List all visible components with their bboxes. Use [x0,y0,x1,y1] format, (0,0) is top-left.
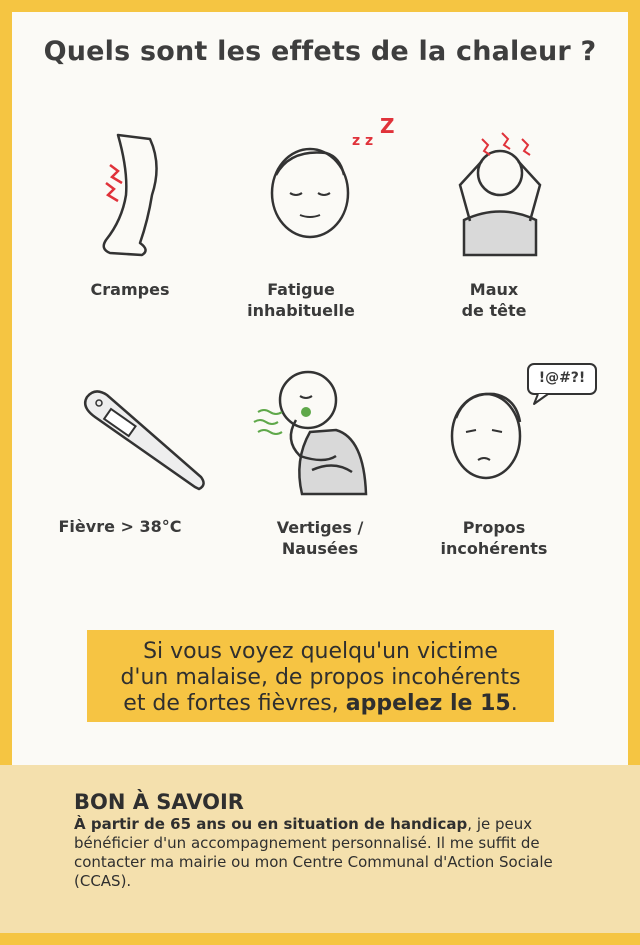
zzz-text: z z [352,133,374,149]
effect-label-crampes: Crampes [90,280,170,299]
svg-text:Z: Z [380,115,395,138]
thermometer-icon [55,385,235,505]
effect-label-fatigue: Fatigue inhabituelle [247,280,355,320]
sleepy-face-icon [230,115,410,245]
bon-a-savoir-text: À partir de 65 ans ou en situation de handicap, je peux bénéficier d'un accompagnement personnalisé. Il me suffit de contacter ma mairie ou mon Centre Communal d'Action Sociale (CCAS). [74,815,553,890]
page-title: Quels sont les effets de la chaleur ? [43,36,597,67]
bon-a-savoir-section [0,765,640,933]
emergency-callout: Si vous voyez quelqu'un victime d'un malaise, de propos incohérents et de fortes fièvres, appelez le 15. [87,630,554,722]
effect-label-fievre: Fièvre > 38°C [58,517,182,536]
speech-bubble-text: !@#?! [538,370,586,386]
bon-a-savoir-title: BON À SAVOIR [74,790,244,814]
leg-cramp-icon [40,125,220,265]
headache-icon [410,125,590,265]
nausea-icon [230,360,410,500]
call-15-text: appelez le 15 [345,691,511,716]
effect-label-propos: Propos incohérents [440,518,548,558]
effect-label-maux: Maux de tête [461,280,527,320]
effect-label-vertiges: Vertiges / Nausées [276,518,364,558]
